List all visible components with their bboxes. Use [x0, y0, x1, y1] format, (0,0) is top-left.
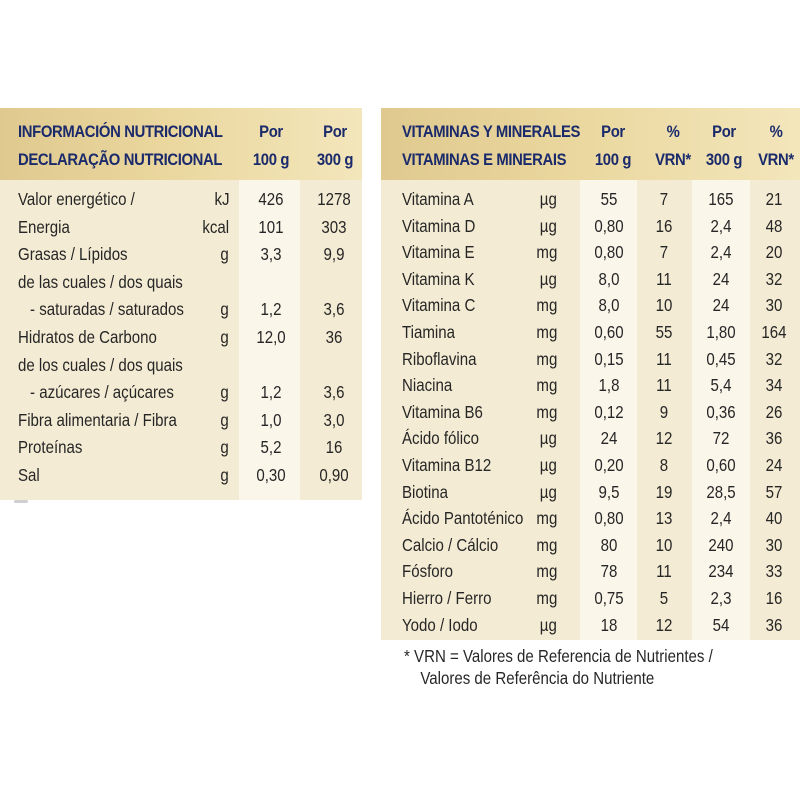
vitamin-row-name: Fósforo [402, 561, 454, 582]
vh-vrn-100g [644, 118, 702, 174]
nutrition-row-per-300g: 36 [325, 327, 343, 347]
vitamin-row-vrn-100g: 55 [655, 322, 673, 342]
vitamin-row-vrn-300g: 57 [765, 481, 783, 502]
vitamin-row-name: Biotina [402, 481, 449, 502]
vitamin-row-unit: mg [536, 508, 557, 529]
vitamin-row-vrn-100g: 7 [659, 242, 669, 263]
vitamin-row-vrn-300g: 164 [761, 322, 787, 342]
vh-vrn-100g-l2: VRN* [655, 151, 691, 169]
vitamin-row-per-100g: 80 [600, 534, 618, 555]
vitamin-row-unit: mg [536, 588, 557, 608]
vitamin-row-vrn-100g: 7 [659, 189, 669, 209]
vitamin-row-per-300g: 0,60 [706, 455, 736, 475]
nutrition-row-per-100g: 3,3 [260, 244, 282, 265]
vitamin-row-name: Ácido fólico [402, 428, 479, 449]
vitamin-row-vrn-300g: 34 [765, 375, 783, 396]
vitamin-row-unit: mg [536, 375, 557, 396]
nutrition-row [0, 379, 362, 406]
vitamins-title [402, 118, 580, 174]
footnote [404, 645, 713, 689]
vitamin-row-vrn-300g: 32 [765, 348, 783, 369]
vitamin-row-unit: µg [539, 481, 557, 502]
nutrition-row-per-300g: 303 [321, 216, 347, 237]
vitamin-row-unit: mg [536, 348, 557, 369]
nutrition-row-per-100g: 1,0 [260, 409, 282, 430]
vh-vrn-300g [749, 118, 800, 174]
vitamin-row [381, 399, 800, 426]
vitamin-row-vrn-100g: 10 [655, 534, 673, 555]
nutrition-row [0, 352, 362, 379]
vitamin-row-name: Hierro / Ferro [402, 588, 492, 608]
vitamin-row-per-300g: 24 [712, 295, 730, 316]
vitamin-row-vrn-100g: 13 [655, 508, 673, 529]
vitamin-row-per-100g: 0,12 [594, 401, 624, 422]
vitamin-row-vrn-300g: 40 [765, 508, 783, 529]
nutrition-row [0, 186, 362, 213]
vitamin-row-name: Calcio / Cálcio [402, 534, 499, 555]
vitamin-row-vrn-300g: 30 [765, 534, 783, 555]
vitamin-row-vrn-100g: 11 [656, 561, 672, 582]
vitamin-row [381, 452, 800, 479]
vitamin-row [381, 612, 800, 639]
header-per-100g-l2: 100 g [252, 151, 290, 169]
vitamin-row-per-100g: 1,8 [598, 375, 620, 396]
nutrition-row-name: - azúcares / açúcares [30, 382, 174, 403]
vitamin-row-name: Vitamina B6 [402, 401, 483, 422]
vitamin-row [381, 532, 800, 559]
vitamin-row-unit: µg [539, 455, 557, 475]
vitamin-row-per-300g: 0,36 [706, 401, 736, 422]
vitamin-row [381, 292, 800, 319]
nutrition-row-name: Proteínas [18, 437, 83, 458]
vitamins-header [381, 108, 800, 180]
nutrition-row-name: Fibra alimentaria / Fibra [18, 409, 177, 430]
nutrition-row [0, 269, 362, 296]
nutrition-row-per-300g: 1278 [317, 189, 351, 209]
vitamin-row-per-300g: 0,45 [706, 348, 736, 369]
vitamin-row-vrn-100g: 12 [655, 614, 673, 635]
vh-per-300g-l1: Por [712, 123, 736, 141]
vitamin-row-vrn-300g: 30 [765, 295, 783, 316]
vitamin-row-per-300g: 1,80 [706, 322, 736, 342]
vitamin-row-name: Vitamina A [402, 189, 474, 209]
nutrition-title [18, 118, 223, 174]
vh-per-100g-l1: Por [601, 123, 625, 141]
vitamin-row-vrn-300g: 26 [765, 401, 783, 422]
nutrition-row [0, 434, 362, 461]
vitamin-row-per-300g: 28,5 [706, 481, 736, 502]
nutrition-row-unit: g [220, 437, 229, 458]
nutrition-row [0, 324, 362, 351]
vitamin-row-vrn-100g: 16 [655, 215, 673, 236]
nutrition-title-es: INFORMACIÓN NUTRICIONAL [18, 123, 223, 141]
vitamin-row-vrn-100g: 11 [656, 348, 672, 369]
vitamin-row-unit: mg [536, 242, 557, 263]
nutrition-row-per-100g: 12,0 [256, 327, 286, 347]
vitamin-row-per-100g: 78 [600, 561, 618, 582]
nutrition-row-per-300g: 16 [325, 437, 343, 458]
nutrition-row-per-300g: 3,6 [323, 382, 345, 403]
vitamin-row-per-300g: 240 [708, 534, 734, 555]
vitamin-row-vrn-300g: 48 [765, 215, 783, 236]
vitamin-row-unit: µg [539, 268, 557, 289]
vh-per-300g-l2: 300 g [705, 151, 743, 169]
nutrition-row-name: Hidratos de Carbono [18, 327, 157, 347]
vitamin-row-unit: µg [539, 215, 557, 236]
vitamin-row-vrn-300g: 21 [765, 189, 783, 209]
vitamin-row-unit: mg [536, 322, 557, 342]
vitamin-row-per-100g: 55 [600, 189, 618, 209]
vitamin-row-per-100g: 0,20 [594, 455, 624, 475]
vitamin-row-vrn-100g: 9 [659, 401, 669, 422]
vitamin-row-per-300g: 72 [712, 428, 730, 449]
vh-vrn-100g-l1: % [666, 123, 680, 141]
nutrition-row-per-300g: 3,0 [323, 409, 345, 430]
vitamins-body [381, 180, 800, 640]
decorative-dash [14, 500, 28, 503]
vitamin-row-vrn-300g: 24 [765, 455, 783, 475]
nutrition-row-per-100g: 5,2 [260, 437, 282, 458]
header-per-100g [243, 118, 299, 174]
nutrition-row [0, 407, 362, 434]
vitamin-row-per-300g: 2,4 [710, 508, 732, 529]
nutrition-row-name: Sal [18, 465, 40, 485]
vitamin-row [381, 186, 800, 213]
vitamin-row-per-300g: 54 [712, 614, 730, 635]
vh-per-300g [695, 118, 753, 174]
vitamin-row-unit: mg [536, 401, 557, 422]
vitamin-row [381, 239, 800, 266]
vitamin-row-name: Niacina [402, 375, 453, 396]
vitamin-row-vrn-100g: 11 [656, 268, 672, 289]
vitamin-row-name: Vitamina B12 [402, 455, 492, 475]
vitamin-row-vrn-300g: 20 [765, 242, 783, 263]
vitamin-row-per-100g: 9,5 [598, 481, 620, 502]
nutrition-row-per-300g: 9,9 [323, 244, 345, 265]
nutrition-row-unit: kcal [202, 216, 229, 237]
vitamin-row-vrn-100g: 8 [659, 455, 669, 475]
header-per-300g-l2: 300 g [316, 151, 354, 169]
nutrition-row-name: Valor energético / [18, 189, 135, 209]
vitamin-row-per-100g: 0,80 [594, 215, 624, 236]
vitamin-row [381, 585, 800, 612]
vitamin-row [381, 372, 800, 399]
vitamin-row-per-300g: 165 [708, 189, 734, 209]
nutrition-row-per-100g: 101 [258, 216, 284, 237]
vitamin-row-per-100g: 24 [600, 428, 618, 449]
vitamin-row-per-100g: 8,0 [598, 268, 620, 289]
nutrition-row [0, 296, 362, 323]
footnote-line2: Valores de Referência do Nutriente [420, 668, 655, 688]
vitamin-row-name: Riboflavina [402, 348, 477, 369]
nutrition-row-unit: g [220, 409, 229, 430]
vitamin-row [381, 505, 800, 532]
nutrition-row-unit: g [220, 244, 229, 265]
vh-per-100g [584, 118, 642, 174]
nutrition-row-name: de las cuales / dos quais [18, 271, 183, 292]
vh-per-100g-l2: 100 g [594, 151, 632, 169]
nutrition-row-name: de los cuales / dos quais [18, 354, 183, 375]
nutrition-row-unit: kJ [213, 189, 229, 209]
vh-vrn-300g-l1: % [769, 123, 783, 141]
vitamin-row [381, 266, 800, 293]
vitamin-row [381, 558, 800, 585]
vitamin-row-name: Vitamina D [402, 215, 476, 236]
vitamin-row-vrn-300g: 33 [765, 561, 783, 582]
nutrition-row-name: - saturadas / saturados [30, 299, 184, 320]
header-per-100g-l1: Por [259, 123, 283, 141]
footnote-line1: * VRN = Valores de Referencia de Nutrientes / [404, 646, 713, 666]
vitamin-row-name: Ácido Pantoténico [402, 508, 524, 529]
vitamin-row-vrn-300g: 36 [765, 614, 783, 635]
nutrition-header [0, 108, 362, 180]
vitamin-row-per-300g: 24 [712, 268, 730, 289]
vitamin-row-name: Vitamina E [402, 242, 475, 263]
vitamin-row-vrn-100g: 12 [655, 428, 673, 449]
nutrition-row [0, 462, 362, 489]
nutrition-row-unit: g [220, 299, 229, 320]
vitamin-row-per-100g: 0,80 [594, 242, 624, 263]
vitamin-row-vrn-100g: 19 [655, 481, 673, 502]
header-per-300g [307, 118, 363, 174]
vitamin-row [381, 213, 800, 240]
vitamin-row-vrn-300g: 32 [765, 268, 783, 289]
vitamin-row-unit: µg [539, 428, 557, 449]
vitamin-row-name: Vitamina K [402, 268, 475, 289]
vitamin-row-vrn-100g: 10 [655, 295, 673, 316]
vitamin-row-per-300g: 2,4 [710, 242, 732, 263]
nutrition-row-unit: g [220, 382, 229, 403]
vitamin-row [381, 425, 800, 452]
vitamin-row-per-100g: 0,80 [594, 508, 624, 529]
vitamin-row-unit: mg [536, 561, 557, 582]
vitamins-title-pt: VITAMINAS E MINERAIS [402, 151, 567, 169]
nutrition-row-unit: g [220, 327, 229, 347]
vitamin-row-per-300g: 2,4 [710, 215, 732, 236]
vitamin-row-per-300g: 2,3 [710, 588, 732, 608]
nutrition-row [0, 241, 362, 268]
vitamin-row-unit: µg [539, 614, 557, 635]
vitamin-row-vrn-300g: 16 [765, 588, 783, 608]
nutrition-row-per-100g: 1,2 [260, 382, 282, 403]
nutrition-row-per-100g: 426 [258, 189, 284, 209]
vitamin-row-vrn-100g: 5 [659, 588, 669, 608]
nutrition-row-name: Grasas / Lípidos [18, 244, 128, 265]
vitamin-row-vrn-100g: 11 [656, 375, 672, 396]
vitamin-row-unit: mg [536, 534, 557, 555]
nutrition-body [0, 180, 362, 500]
vitamin-row [381, 479, 800, 506]
vitamin-row-per-100g: 0,15 [594, 348, 624, 369]
vitamin-row [381, 346, 800, 373]
nutrition-table [0, 108, 362, 500]
vitamin-row [381, 319, 800, 346]
vitamins-title-es: VITAMINAS Y MINERALES [402, 123, 581, 141]
vitamin-row-unit: mg [536, 295, 557, 316]
vitamin-row-per-100g: 18 [600, 614, 618, 635]
vitamin-row-name: Yodo / Iodo [402, 614, 478, 635]
nutrition-row-per-100g: 0,30 [256, 465, 286, 485]
nutrition-row-name: Energia [18, 216, 70, 237]
vitamin-row-per-300g: 5,4 [710, 375, 732, 396]
nutrition-row-per-100g: 1,2 [260, 299, 282, 320]
nutrition-row-unit: g [220, 465, 229, 485]
vitamin-row-per-100g: 8,0 [598, 295, 620, 316]
nutrition-row [0, 214, 362, 241]
vitamin-row-name: Vitamina C [402, 295, 476, 316]
vh-vrn-300g-l2: VRN* [758, 151, 794, 169]
vitamin-row-per-300g: 234 [708, 561, 734, 582]
vitamin-row-per-100g: 0,75 [594, 588, 624, 608]
vitamins-table [381, 108, 800, 640]
nutrition-title-pt: DECLARAÇÃO NUTRICIONAL [18, 151, 223, 169]
nutrition-row-per-300g: 3,6 [323, 299, 345, 320]
header-per-300g-l1: Por [323, 123, 347, 141]
vitamin-row-per-100g: 0,60 [594, 322, 624, 342]
nutrition-row-per-300g: 0,90 [319, 465, 349, 485]
vitamin-row-vrn-300g: 36 [765, 428, 783, 449]
vitamin-row-name: Tiamina [402, 322, 455, 342]
vitamin-row-unit: µg [539, 189, 557, 209]
